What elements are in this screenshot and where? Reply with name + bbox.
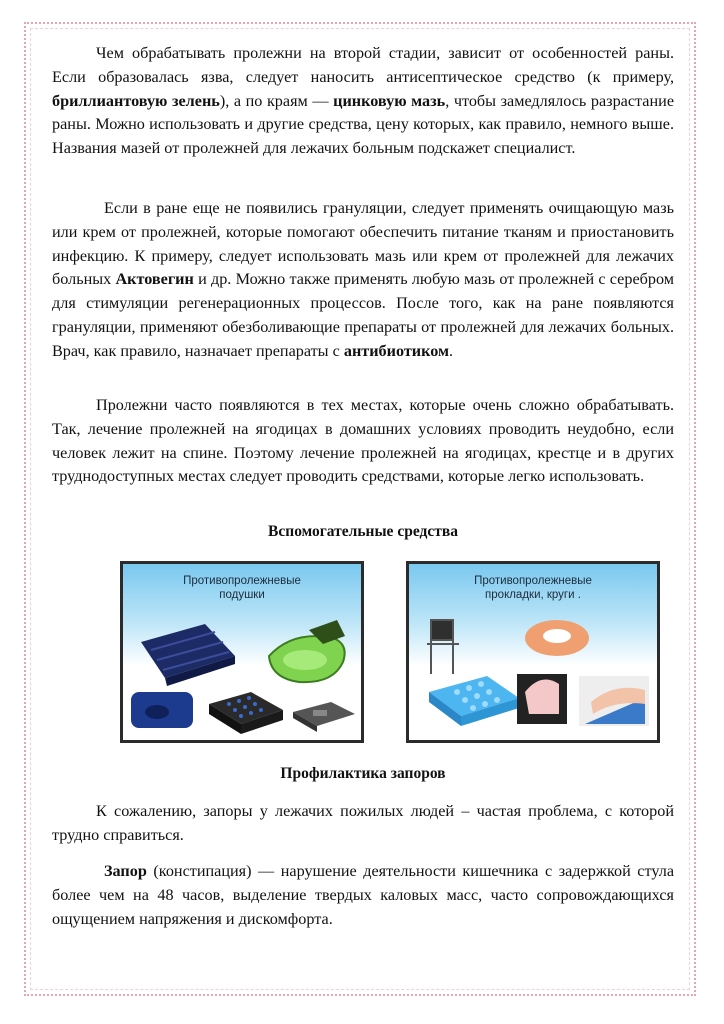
bold-term: бриллиантовую зелень: [52, 91, 220, 110]
text-run: К сожалению, запоры у лежачих пожилых людей – частая проблема, с которой трудно справиться.: [52, 802, 674, 844]
paragraph-1: [52, 42, 674, 161]
pads-title-line-1: Противопролежневые: [474, 575, 592, 587]
pads-illustration: [409, 564, 657, 740]
positioning-wedge-icon: [579, 676, 649, 726]
aids-figure: [120, 561, 660, 745]
air-cell-cushion-icon: [209, 692, 283, 734]
text-run: (констипация) — нарушение деятельности кишечника с задержкой стула более чем на 48 часов, выделение твердых каловых масс, часто сопровождающихся ощущением напряжения и дискомфорта.: [52, 862, 674, 928]
heading-aids: Вспомогательные средства: [268, 523, 458, 540]
cushions-title-line-2: подушки: [219, 589, 265, 601]
commode-chair-icon: [427, 620, 459, 674]
foam-cushion-icon: [293, 702, 355, 732]
heel-pad-icon: [517, 674, 567, 724]
bold-term: Актовегин: [115, 270, 194, 289]
text-run: Чем обрабатывать пролежни на второй стадии, зависит от особенностей раны. Если образовалась язва, следует наносить антисептическое средство (к примеру,: [52, 44, 674, 86]
cushions-title-line-1: Противопролежневые: [183, 575, 301, 587]
pads-panel: [406, 561, 660, 743]
bold-term: Запор: [104, 862, 147, 880]
text-run: Если в ране еще не появились грануляции, следует применять очищающую мазь или крем от пролежней, которые помогают обеспечить питание тканям и приостановить инфекцию. К примеру, следует использовать мазь или крем от пролежней для лежачих больных: [52, 199, 674, 289]
cushions-illustration: [123, 564, 361, 740]
text-run: Пролежни часто появляются в тех местах, которые очень сложно обрабатывать. Так, лечение пролежней на ягодицах в домашних условиях проводить неудобно, если человек лежит на спине. Поэтому лечение пролежней на ягодицах, крестце и в других труднодоступных местах следует проводить средствами, которые легко использовать.: [52, 396, 674, 486]
text-run: ), а по краям —: [219, 91, 334, 110]
text-run: .: [449, 341, 454, 360]
ring-cushion-icon: [525, 620, 589, 656]
inflatable-cushion-icon: [141, 624, 235, 686]
paragraph-5: [52, 860, 674, 931]
text-run: , чтобы замедлялось разрастание раны. Можно использовать и другие средства, цену которых, как правило, немного выше. Названия мазей от пролежней для лежачих больным подскажет специалист.: [52, 91, 674, 158]
bubble-pad-icon: [429, 676, 519, 726]
gel-cushion-icon: [269, 620, 345, 682]
paragraph-4: [52, 800, 674, 848]
bold-term: цинковую мазь: [333, 91, 446, 110]
bold-term: антибиотиком: [343, 341, 450, 360]
text-run: и др. Можно также применять любую мазь от пролежней с серебром для стимуляции регенерационных процессов. После того, как на ране появляются грануляции, применяют обезболивающие препараты от пролежней для лежачих больных. Врач, как правило, назначает препараты с: [52, 270, 674, 360]
wedge-cushion-icon: [131, 692, 193, 728]
pads-title-line-2: прокладки, круги .: [485, 589, 581, 601]
paragraph-2: [52, 197, 674, 364]
cushions-panel: [120, 561, 364, 743]
heading-prevention: Профилактика запоров: [280, 765, 446, 782]
paragraph-3: [52, 394, 674, 489]
